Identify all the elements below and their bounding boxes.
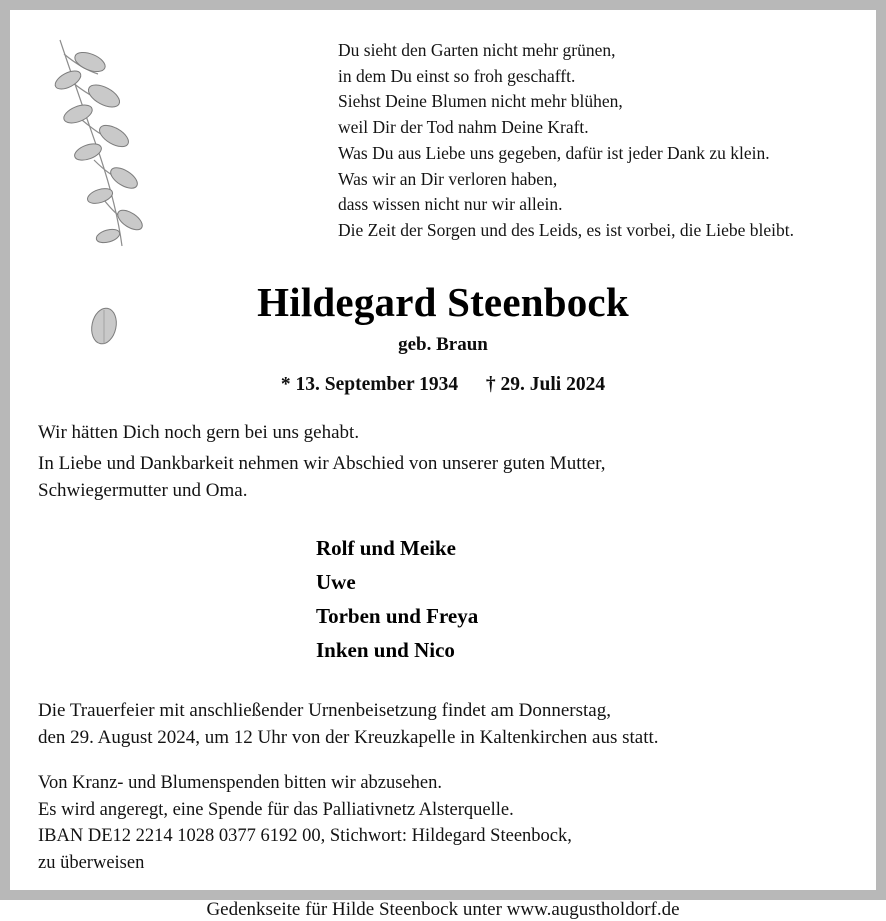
farewell-line: In Liebe und Dankbarkeit nehmen wir Abschied von unserer guten Mutter,	[38, 452, 606, 474]
mourners-list	[38, 531, 848, 667]
poem-line: dass wissen nicht nur wir allein.	[338, 194, 563, 215]
death-date: † 29. Juli 2024	[485, 373, 606, 395]
mourner-name: Rolf und Meike	[316, 535, 457, 560]
poem	[338, 38, 848, 244]
donation-line: zu überweisen	[38, 853, 145, 874]
maiden-name: geb. Braun	[398, 333, 488, 355]
memorial-page-note: Gedenkseite für Hilde Steenbock unter www.augustholdorf.de	[206, 899, 680, 921]
farewell-message	[38, 420, 848, 447]
obituary-inner	[10, 10, 876, 921]
poem-line: weil Dir der Tod nahm Deine Kraft.	[338, 117, 589, 138]
poem-line: Du sieht den Garten nicht mehr grünen,	[338, 40, 616, 60]
service-line: den 29. August 2024, um 12 Uhr von der Kreuzkapelle in Kaltenkirchen aus statt.	[38, 727, 659, 749]
poem-line: Was Du aus Liebe uns gegeben, dafür ist jeder Dank zu klein.	[338, 142, 770, 163]
deceased-name: Hildegard Steenbock	[257, 278, 629, 325]
farewell-line: Schwiegermutter und Oma.	[38, 479, 248, 501]
donation-line: Von Kranz- und Blumenspenden bitten wir abzusehen.	[38, 772, 442, 793]
donation-details	[38, 770, 848, 877]
birth-date: * 13. September 1934	[280, 373, 459, 395]
poem-line: Siehst Deine Blumen nicht mehr blühen,	[338, 91, 623, 112]
farewell-line: Wir hätten Dich noch gern bei uns gehabt.	[38, 421, 360, 443]
mourner-name: Torben und Freya	[316, 603, 479, 628]
donation-iban: IBAN DE12 2214 1028 0377 6192 00, Stichwort: Hildegard Steenbock,	[38, 826, 572, 847]
poem-line: Die Zeit der Sorgen und des Leids, es ist vorbei, die Liebe bleibt.	[338, 220, 795, 241]
farewell-message-continued	[38, 451, 848, 505]
service-details	[38, 697, 848, 752]
mourner-name: Inken und Nico	[316, 637, 455, 662]
mourner-name: Uwe	[316, 569, 356, 594]
life-dates	[38, 374, 848, 396]
donation-line: Es wird angeregt, eine Spende für das Palliativnetz Alsterquelle.	[38, 799, 514, 820]
poem-line: in dem Du einst so froh geschafft.	[338, 65, 576, 86]
service-line: Die Trauerfeier mit anschließender Urnenbeisetzung findet am Donnerstag,	[38, 699, 611, 721]
poem-line: Was wir an Dir verloren haben,	[338, 168, 558, 189]
